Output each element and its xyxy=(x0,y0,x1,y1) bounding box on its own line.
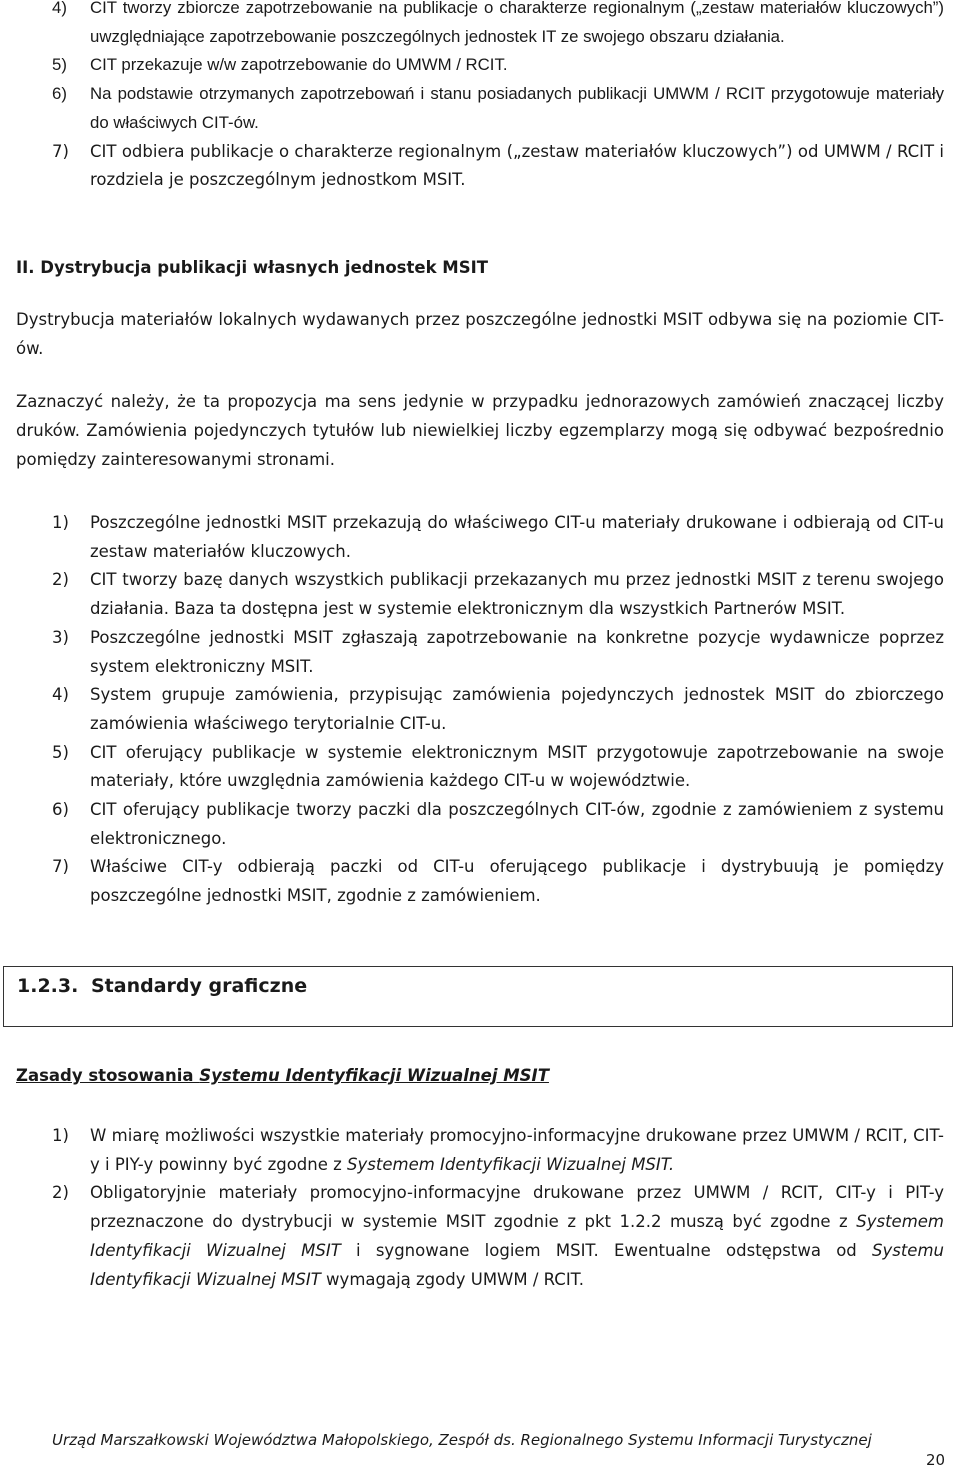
list-number: 2) xyxy=(52,1183,69,1203)
italic-run: Systemem Identyfikacji Wizualnej MSIT. xyxy=(347,1154,675,1174)
section-heading-box xyxy=(3,966,953,1027)
section-heading: II. Dystrybucja publikacji własnych jednostek MSIT xyxy=(16,258,488,277)
list-item xyxy=(16,1179,944,1294)
list-text: Poszczególne jednostki MSIT przekazują do właściwego CIT-u materiały drukowane i odbierają od CIT-u zestaw materiałów kluczowych. xyxy=(90,513,944,561)
list-item xyxy=(16,1122,944,1179)
paragraph: Zaznaczyć należy, że ta propozycja ma sens jedynie w przypadku jednorazowych zamówień znaczącej liczby druków. Zamówienia pojedynczych tytułów lub niewielkiej liczby egzemplarzy mogą się odbywać bezpośrednio pomiędzy zainteresowanymi stronami. xyxy=(16,392,944,469)
list-number: 7) xyxy=(52,141,69,161)
list-number: 6) xyxy=(52,84,67,104)
list-text xyxy=(90,1179,944,1294)
list-item xyxy=(16,80,944,137)
list-item xyxy=(16,566,944,623)
text-run: i sygnowane logiem MSIT. Ewentualne odstępstwa od xyxy=(340,1240,872,1260)
list-a xyxy=(16,0,944,195)
list-text xyxy=(90,1122,944,1179)
list-item xyxy=(16,681,944,738)
list-text: System grupuje zamówienia, przypisując zamówienia pojedynczych jednostek MSIT do zbiorczego zamówienia właściwego terytorialnie CIT-u. xyxy=(90,685,944,733)
paragraph: Dystrybucja materiałów lokalnych wydawanych przez poszczególne jednostki MSIT odbywa się na poziomie CIT-ów. xyxy=(16,310,944,358)
list-item xyxy=(16,138,944,195)
list-number: 4) xyxy=(52,685,69,705)
list-text: CIT przekazuje w/w zapotrzebowanie do UMWM / RCIT. xyxy=(90,55,508,75)
list-text: CIT odbiera publikacje o charakterze regionalnym („zestaw materiałów kluczowych”) od UMWM / RCIT i rozdziela je poszczególnym jednostkom MSIT. xyxy=(90,141,944,190)
list-text: Na podstawie otrzymanych zapotrzebowań i stanu posiadanych publikacji UMWM / RCIT przygotowuje materiały do właściwych CIT-ów. xyxy=(90,84,944,132)
text-run: W miarę możliwości wszystkie materiały promocyjno-informacyjne drukowane przez UMWM / RCIT, CIT-y i PIY-y powinny być zgodne z xyxy=(90,1126,944,1174)
list-number: 2) xyxy=(52,570,69,590)
list-item xyxy=(16,624,944,681)
text-run: Obligatoryjnie materiały promocyjno-informacyjne drukowane przez UMWM / RCIT, CIT-y i PIT-y przeznaczone do dystrybucji w systemie MSIT zgodnie z pkt 1.2.2 muszą być zgodne z xyxy=(90,1183,944,1232)
list-text: CIT oferujący publikacje tworzy paczki dla poszczególnych CIT-ów, zgodnie z zamówieniem z systemu elektronicznego. xyxy=(90,800,944,848)
page-footer: Urząd Marszałkowski Województwa Małopolskiego, Zespół ds. Regionalnego Systemu Informacji Turystycznej xyxy=(52,1431,872,1449)
list-number: 5) xyxy=(52,55,67,75)
list-number: 5) xyxy=(52,742,69,762)
page-number: 20 xyxy=(926,1451,946,1469)
section-ii xyxy=(16,253,944,474)
list-number: 1) xyxy=(52,1126,69,1145)
list-number: 6) xyxy=(52,800,69,820)
list-text: CIT tworzy zbiorcze zapotrzebowanie na publikacje o charakterze regionalnym („zestaw materiałów kluczowych”) uwzględniające zapotrzebowanie poszczególnych jednostek IT ze swojego obszaru działania. xyxy=(90,0,944,46)
section-title: Standardy graficzne xyxy=(91,975,308,997)
section-number: 1.2.3. xyxy=(17,975,79,997)
list-text: Poszczególne jednostki MSIT zgłaszają zapotrzebowanie na konkretne pozycje wydawnicze poprzez system elektroniczny MSIT. xyxy=(90,627,944,676)
list-item xyxy=(16,739,944,796)
list-item xyxy=(16,853,944,910)
text-run: wymagają zgody UMWM / RCIT. xyxy=(320,1269,585,1289)
rules-heading xyxy=(16,1061,944,1090)
list-b xyxy=(16,509,944,911)
list-item xyxy=(16,796,944,853)
rules-heading-italic: Systemu Identyfikacji Wizualnej MSIT xyxy=(199,1066,549,1085)
list-number: 1) xyxy=(52,513,69,532)
italic-run: Systemu Identyfikacji Wizualnej MSIT xyxy=(90,1240,944,1289)
list-item xyxy=(16,509,944,566)
list-item xyxy=(16,0,944,51)
list-number: 4) xyxy=(52,0,67,17)
list-number: 7) xyxy=(52,857,69,877)
list-text: Właściwe CIT-y odbierają paczki od CIT-u oferującego publikacje i dystrybuują je pomiędzy poszczególne jednostki MSIT, zgodnie z zamówieniem. xyxy=(90,857,944,906)
list-text: CIT tworzy bazę danych wszystkich publikacji przekazanych mu przez jednostki MSIT z terenu swojego działania. Baza ta dostępna jest w systemie elektronicznym dla wszystkich Partnerów MSIT. xyxy=(90,570,944,619)
list-item xyxy=(16,51,944,80)
rules-heading-prefix: Zasady stosowania xyxy=(16,1066,200,1085)
list-text: CIT oferujący publikacje w systemie elektronicznym MSIT przygotowuje zapotrzebowanie na swoje materiały, które uwzględnia zamówienia każdego CIT-u w województwie. xyxy=(90,742,944,791)
italic-run: Systemem Identyfikacji Wizualnej MSIT xyxy=(90,1212,944,1260)
rules-section xyxy=(16,1061,944,1294)
list-number: 3) xyxy=(52,627,69,647)
